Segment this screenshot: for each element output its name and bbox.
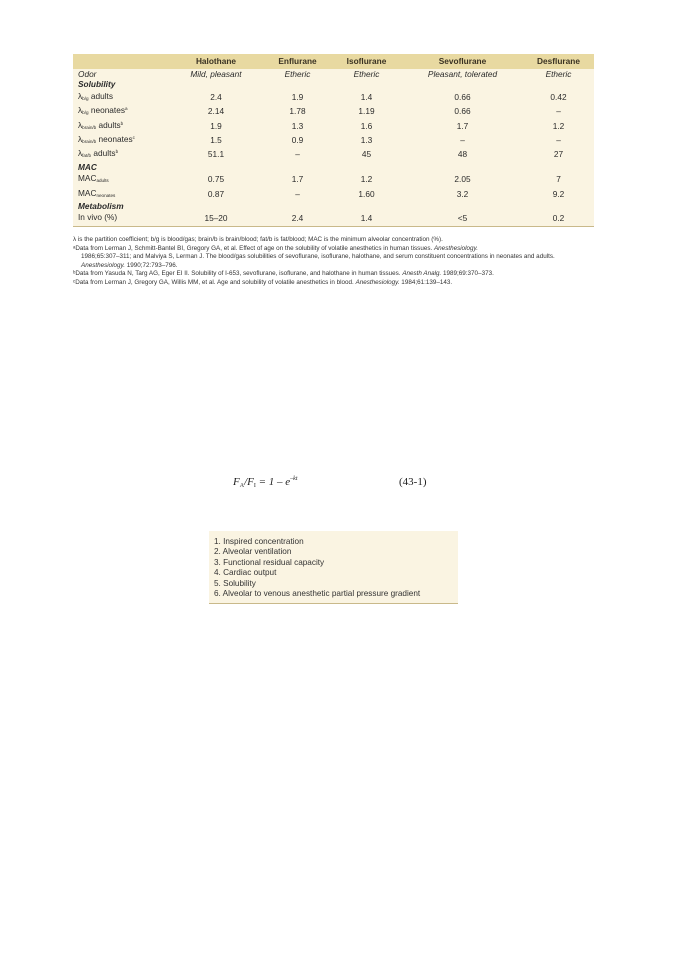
cell: 1.19: [331, 104, 402, 118]
uptake-factors-box: [209, 531, 458, 604]
cell: 1.78: [264, 104, 331, 118]
cell: 3.2: [402, 187, 523, 201]
cell: 0.66: [402, 104, 523, 118]
row-label: $\lambda_{b/g}$ adults: [73, 90, 168, 104]
cell: –: [264, 187, 331, 201]
cell: 2.4: [168, 90, 264, 104]
table-row: [73, 104, 594, 118]
cell: –: [402, 133, 523, 147]
table-footnotes: [73, 236, 593, 288]
cell: –: [523, 133, 594, 147]
cell: 1.4: [331, 211, 402, 226]
cell: –: [264, 147, 331, 161]
footnote-c: ᶜData from Lerman J, Gregory GA, Willis MM, et al. Age and solubility of volatile anesthetics in blood. Anesthesiology. 1984;61:139–143.: [73, 278, 453, 286]
cell: 1.3: [264, 119, 331, 133]
table-row: [73, 187, 594, 201]
cell: Etheric: [264, 69, 331, 79]
cell: 7: [523, 172, 594, 186]
table-row: [73, 119, 594, 133]
cell: 1.2: [523, 119, 594, 133]
footnote-a: ᵃData from Lerman J, Schmitt-Bantel BI, Gregory GA, et al. Effect of age on the solubility of volatile anesthetics in human tissues. Anesthesiology.: [73, 244, 478, 252]
cell: 48: [402, 147, 523, 161]
cell: Mild, pleasant: [168, 69, 264, 79]
row-label: Odor: [73, 69, 168, 79]
row-label: $\lambda_{brain/b}$ adults$^b$: [73, 119, 168, 133]
cell: 15–20: [168, 211, 264, 226]
header-enflurane: Enflurane: [264, 54, 331, 69]
cell: 0.2: [523, 211, 594, 226]
cell: 0.42: [523, 90, 594, 104]
cell: 9.2: [523, 187, 594, 201]
equation-formula: $FA/FI = 1 - e^{-kt}$: [233, 476, 298, 489]
header-halothane: Halothane: [168, 54, 264, 69]
row-label: $\lambda_{fat/b}$ adults$^b$: [73, 147, 168, 161]
cell: 1.7: [264, 172, 331, 186]
header-label: [73, 54, 168, 69]
cell: 1.3: [331, 133, 402, 147]
cell: 2.05: [402, 172, 523, 186]
cell: 1.5: [168, 133, 264, 147]
factor-item: 1. Inspired concentration: [214, 537, 304, 546]
row-label: $\lambda_{b/g}$ neonates$^a$: [73, 104, 168, 118]
factor-item: 4. Cardiac output: [214, 568, 277, 578]
equation-43-1: [0, 476, 678, 496]
cell: Pleasant, tolerated: [402, 69, 523, 79]
section-label: MAC: [73, 162, 594, 172]
row-label: $MAC_{adults}$: [73, 172, 168, 186]
footnote-legend: λ is the partition coefficient; b/g is blood/gas; brain/b is brain/blood; fat/b is fat/blood; MAC is the minimum alveolar concentration (%).: [73, 236, 443, 243]
header-desflurane: Desflurane: [523, 54, 594, 69]
table-row: [73, 147, 594, 161]
cell: 1.7: [402, 119, 523, 133]
row-label: $MAC_{neonates}$: [73, 187, 168, 201]
cell: 1.4: [331, 90, 402, 104]
section-label: Metabolism: [73, 201, 594, 211]
header-sevoflurane: Sevoflurane: [402, 54, 523, 69]
factor-item: 5. Solubility: [214, 578, 256, 588]
cell: 1.60: [331, 187, 402, 201]
cell: 2.14: [168, 104, 264, 118]
table-header-row: [73, 54, 594, 69]
header-isoflurane: Isoflurane: [331, 54, 402, 69]
cell: Etheric: [331, 69, 402, 79]
cell: 1.2: [331, 172, 402, 186]
section-label: Solubility: [73, 79, 594, 89]
cell: <5: [402, 211, 523, 226]
cell: 27: [523, 147, 594, 161]
factor-item: 6. Alveolar to venous anesthetic partial pressure gradient: [214, 589, 421, 599]
table-row: [73, 172, 594, 186]
anesthetic-properties-table: [73, 54, 594, 227]
cell: 0.66: [402, 90, 523, 104]
cell: 2.4: [264, 211, 331, 226]
odor-row: [73, 69, 594, 79]
table-row: [73, 90, 594, 104]
section-row: [73, 201, 594, 211]
cell: 45: [331, 147, 402, 161]
factor-item: 3. Functional residual capacity: [214, 557, 325, 567]
row-label: $\lambda_{brain/b}$ neonates$^c$: [73, 133, 168, 147]
cell: Etheric: [523, 69, 594, 79]
cell: –: [523, 104, 594, 118]
cell: 0.87: [168, 187, 264, 201]
cell: 1.9: [168, 119, 264, 133]
cell: 1.9: [264, 90, 331, 104]
section-row: [73, 79, 594, 89]
cell: 1.6: [331, 119, 402, 133]
cell: 0.75: [168, 172, 264, 186]
equation-number: (43-1): [399, 476, 427, 488]
table-row: [73, 211, 594, 226]
footnote-b: ᵇData from Yasuda N, Targ AG, Eger EI II. Solubility of I-653, sevoflurane, isoflurane, and halothane in human tissues. Anesth Analg. 1989;69:370–373.: [73, 270, 494, 278]
row-label: In vivo (%): [73, 211, 168, 226]
uptake-factors-list: [214, 537, 458, 599]
cell: 0.9: [264, 133, 331, 147]
footnote-a-cont: 1986;65:307–311; and Malviya S, Lerman J. The blood/gas solubilities of sevoflurane, isoflurane, halothane, and serum constituent concentrations in neonates and adults. Anesthesiology. 1990;72:793–796.: [81, 253, 555, 269]
cell: 51.1: [168, 147, 264, 161]
factor-item: 2. Alveolar ventilation: [214, 547, 292, 557]
section-row: [73, 162, 594, 172]
table-row: [73, 133, 594, 147]
